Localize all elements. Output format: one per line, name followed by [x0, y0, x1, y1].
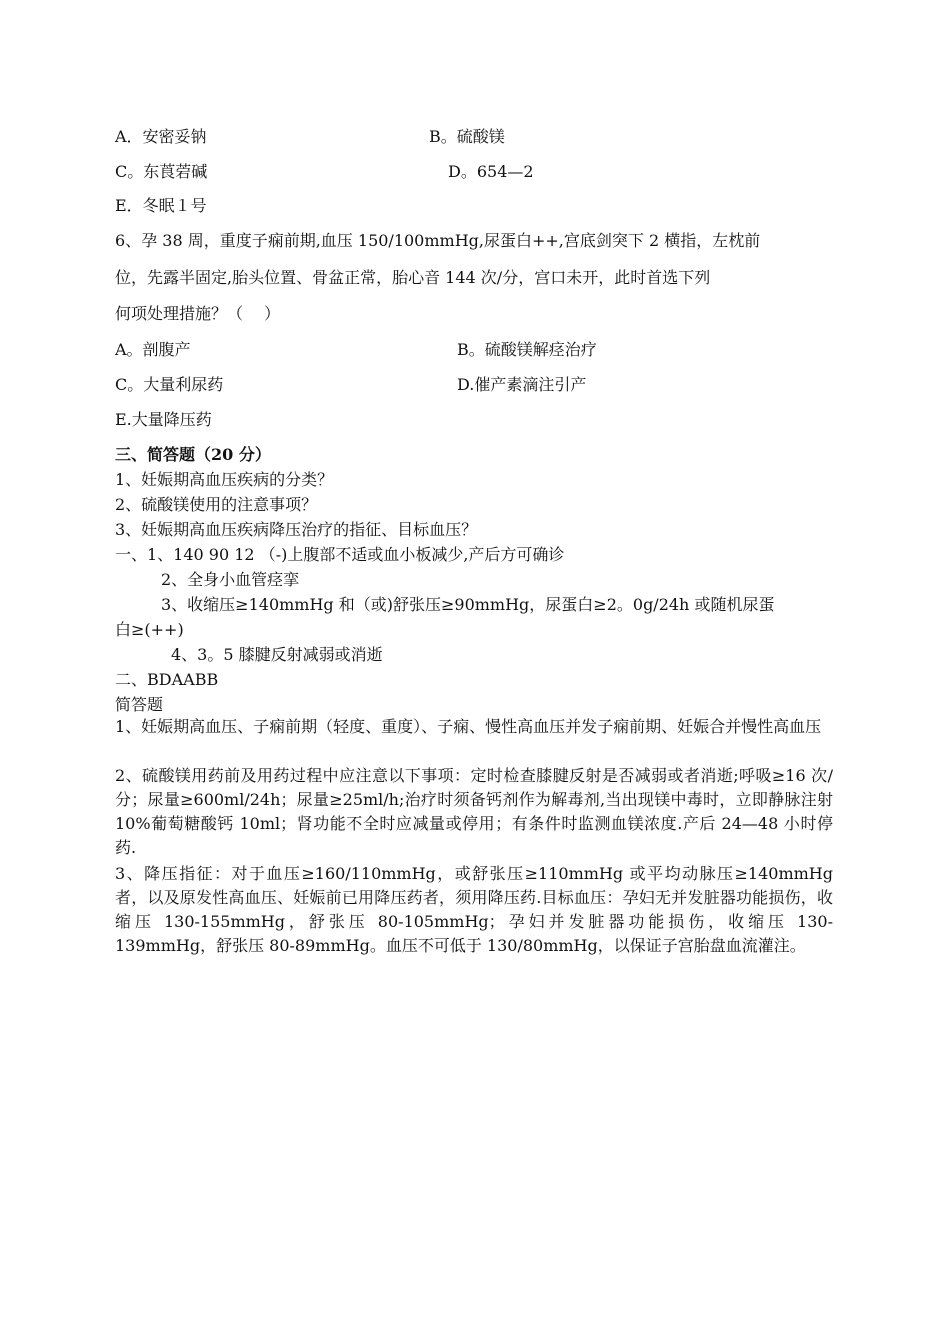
q6-stem-line-1: 6、孕 38 周，重度子痫前期,血压 150/100mmHg,尿蛋白++,宫底剑突下 2 横指，左枕前: [115, 231, 761, 250]
q6-option-c: C。大量利尿药: [115, 375, 224, 394]
q6-option-d: D.催产素滴注引产: [457, 375, 587, 394]
answer-part1-item2: 2、全身小血管痉挛: [161, 570, 300, 589]
q5-option-a: A．安密妥钠: [115, 127, 207, 146]
answer-part1-item3-line1: 3、收缩压≥140mmHg 和（或)舒张压≥90mmHg，尿蛋白≥2。0g/24h 或随机尿蛋: [161, 595, 775, 614]
section-3-question-3: 3、妊娠期高血压疾病降压治疗的指征、目标血压？: [115, 520, 478, 539]
answer-part2: 二、BDAABB: [115, 670, 219, 689]
short-answer-3: 3、降压指征：对于血压≥160/110mmHg，或舒张压≥110mmHg 或平均动脉压≥140mmHg 者，以及原发性高血压、妊娠前已用降压药者，须用降压药.目标血压：孕妇无并发脏器功能损伤，收缩压 130-155mmHg，舒张压 80-105mmHg；孕妇并发脏器功能损伤，收缩压 130-139mmHg，舒张压 80-89mmHg。血压不可低于 130/80mmHg，以保证子宫胎盘血流灌注。: [115, 864, 833, 955]
section-3-title: 三、简答题（20 分）: [115, 445, 271, 464]
answer-part1-item3-line2: 白≥(++): [115, 620, 184, 639]
short-answer-title: 简答题: [115, 695, 164, 714]
q6-option-a: A。剖腹产: [115, 340, 191, 359]
q6-option-b: B。硫酸镁解痉治疗: [457, 340, 597, 359]
section-3-question-2: 2、硫酸镁使用的注意事项？: [115, 495, 318, 514]
short-answer-1: 1、妊娠期高血压、子痫前期（轻度、重度）、子痫、慢性高血压并发子痫前期、妊娠合并慢性高血压: [115, 717, 822, 736]
q5-option-c: C。东莨菪碱: [115, 162, 208, 181]
q6-stem-line-2: 位，先露半固定,胎头位置、骨盆正常，胎心音 144 次/分，宫口未开，此时首选下列: [115, 268, 711, 287]
q5-option-d: D。654—2: [448, 162, 534, 181]
q5-option-b: B。硫酸镁: [429, 127, 505, 146]
answer-part1-item1: 一、1、140 90 12 （-)上腹部不适或血小板减少,产后方可确诊: [115, 545, 565, 564]
answer-part1-item4: 4、3。5 膝腱反射减弱或消逝: [171, 645, 383, 664]
section-3-question-1: 1、妊娠期高血压疾病的分类？: [115, 470, 334, 489]
q6-option-e: E.大量降压药: [115, 410, 212, 429]
q5-option-e: E．冬眠１号: [115, 196, 207, 215]
q6-stem-line-3: 何项处理措施？（ ）: [115, 304, 281, 323]
short-answer-2: 2、硫酸镁用药前及用药过程中应注意以下事项：定时检查膝腱反射是否减弱或者消逝;呼吸≥16 次/分；尿量≥600ml/24h；尿量≥25ml/h;治疗时须备钙剂作为解毒剂,当出现镁中毒时，立即静脉注射 10%葡萄糖酸钙 10ml；肾功能不全时应减量或停用；有条件时监测血镁浓度.产后 24—48 小时停药.: [115, 766, 833, 857]
